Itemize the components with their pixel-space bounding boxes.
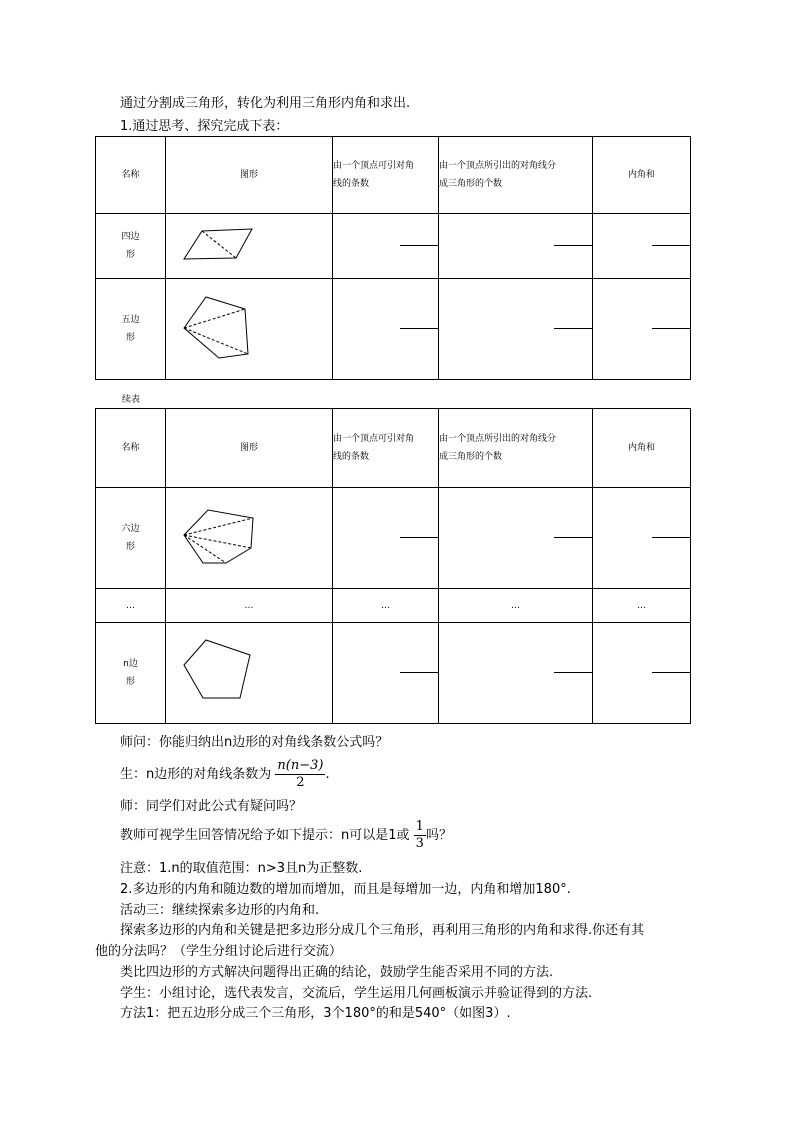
analogy-line: 类比四边形的方式解决问题得出正确的结论，鼓励学生能否采用不同的方法. xyxy=(120,965,554,980)
blank-penta-triangles[interactable] xyxy=(439,279,593,380)
activity-three: 活动三：继续探索多边形的内角和. xyxy=(120,903,320,918)
blank-quad-diagonals[interactable] xyxy=(333,214,439,279)
intro-line: 通过分割成三角形，转化为利用三角形内角和求出. xyxy=(120,96,411,111)
row-name-pentagon: 五边 形 xyxy=(96,279,166,380)
figure-quadrilateral xyxy=(166,214,333,279)
diagonal-formula: $\frac{n(n-3)}{2}$ xyxy=(277,758,324,790)
blank-hexa-triangles[interactable] xyxy=(439,488,593,589)
blank-penta-angle-sum[interactable] xyxy=(593,279,691,380)
figure-ngon xyxy=(166,623,333,724)
blank-penta-diagonals[interactable] xyxy=(333,279,439,380)
note-1: 注意：1.n的取值范围：n>3且n为正整数. xyxy=(120,861,363,876)
explore-line-1: 探索多边形的内角和关键是把多边形分成几个三角形，再利用三角形的内角和求得.你还有其 xyxy=(120,923,645,938)
teacher-hint: 教师可视学生回答情况给予如下提示：n可以是1或 $\frac{1}{3}$ 吗？ xyxy=(120,819,452,851)
student-answer: 生：n边形的对角线条数为 $\frac{n(n-3)}{2}$ . xyxy=(120,758,330,790)
header-triangles: 由一个顶点所引出的对角线分 成三角形的个数 xyxy=(439,137,593,214)
figure-hexagon xyxy=(166,488,333,589)
blank-ngon-diagonals[interactable] xyxy=(333,623,439,724)
header-figure: 图形 xyxy=(166,137,333,214)
row-name-hexagon: 六边 形 xyxy=(96,488,166,589)
blank-ngon-triangles[interactable] xyxy=(439,623,593,724)
blank-quad-triangles[interactable] xyxy=(439,214,593,279)
quadrilateral-figure xyxy=(166,214,333,271)
header-triangles-2: 由一个顶点所引出的对角线分 成三角形的个数 xyxy=(439,409,593,488)
hexagon-figure xyxy=(166,488,333,581)
ellipsis-figure: … xyxy=(166,589,333,623)
continued-label: 续表 xyxy=(122,395,141,405)
header-diagonals: 由一个顶点可引对角 线的条数 xyxy=(333,137,439,214)
ellipsis-triangles: … xyxy=(439,589,593,623)
ellipsis-angle-sum: … xyxy=(593,589,691,623)
teacher-question-2: 师：同学们对此公式有疑问吗？ xyxy=(120,799,303,814)
header-name: 名称 xyxy=(96,137,166,214)
header-name-2: 名称 xyxy=(96,409,166,488)
polygon-table-2 xyxy=(95,408,691,724)
figure-pentagon xyxy=(166,279,333,380)
blank-quad-angle-sum[interactable] xyxy=(593,214,691,279)
note-2: 2.多边形的内角和随边数的增加而增加，而且是每增加一边，内角和增加180°. xyxy=(120,882,571,897)
header-angle-sum: 内角和 xyxy=(593,137,691,214)
header-diagonals-2: 由一个顶点可引对角 线的条数 xyxy=(333,409,439,488)
blank-hexa-diagonals[interactable] xyxy=(333,488,439,589)
explore-line-2: 他的分法吗？（学生分组讨论后进行交流） xyxy=(95,944,343,959)
students-line: 学生：小组讨论，选代表发言，交流后，学生运用几何画板演示并验证得到的方法. xyxy=(120,986,593,1001)
ngon-figure xyxy=(166,623,333,716)
row-name-quadrilateral: 四边 形 xyxy=(96,214,166,279)
method-1: 方法1：把五边形分成三个三角形，3个180°的和是540°（如图3）. xyxy=(120,1006,511,1021)
pentagon-figure xyxy=(166,279,333,372)
row-name-ngon: n边 形 xyxy=(96,623,166,724)
ellipsis-name: … xyxy=(96,589,166,623)
blank-hexa-angle-sum[interactable] xyxy=(593,488,691,589)
header-figure-2: 图形 xyxy=(166,409,333,488)
ellipsis-diagonals: … xyxy=(333,589,439,623)
teacher-question-1: 师问：你能归纳出n边形的对角线条数公式吗？ xyxy=(120,735,389,750)
polygon-table-1 xyxy=(95,136,691,380)
blank-ngon-angle-sum[interactable] xyxy=(593,623,691,724)
task-line: 1.通过思考、探究完成下表： xyxy=(120,119,289,134)
header-angle-sum-2: 内角和 xyxy=(593,409,691,488)
one-third-fraction: $\frac{1}{3}$ xyxy=(415,819,424,851)
